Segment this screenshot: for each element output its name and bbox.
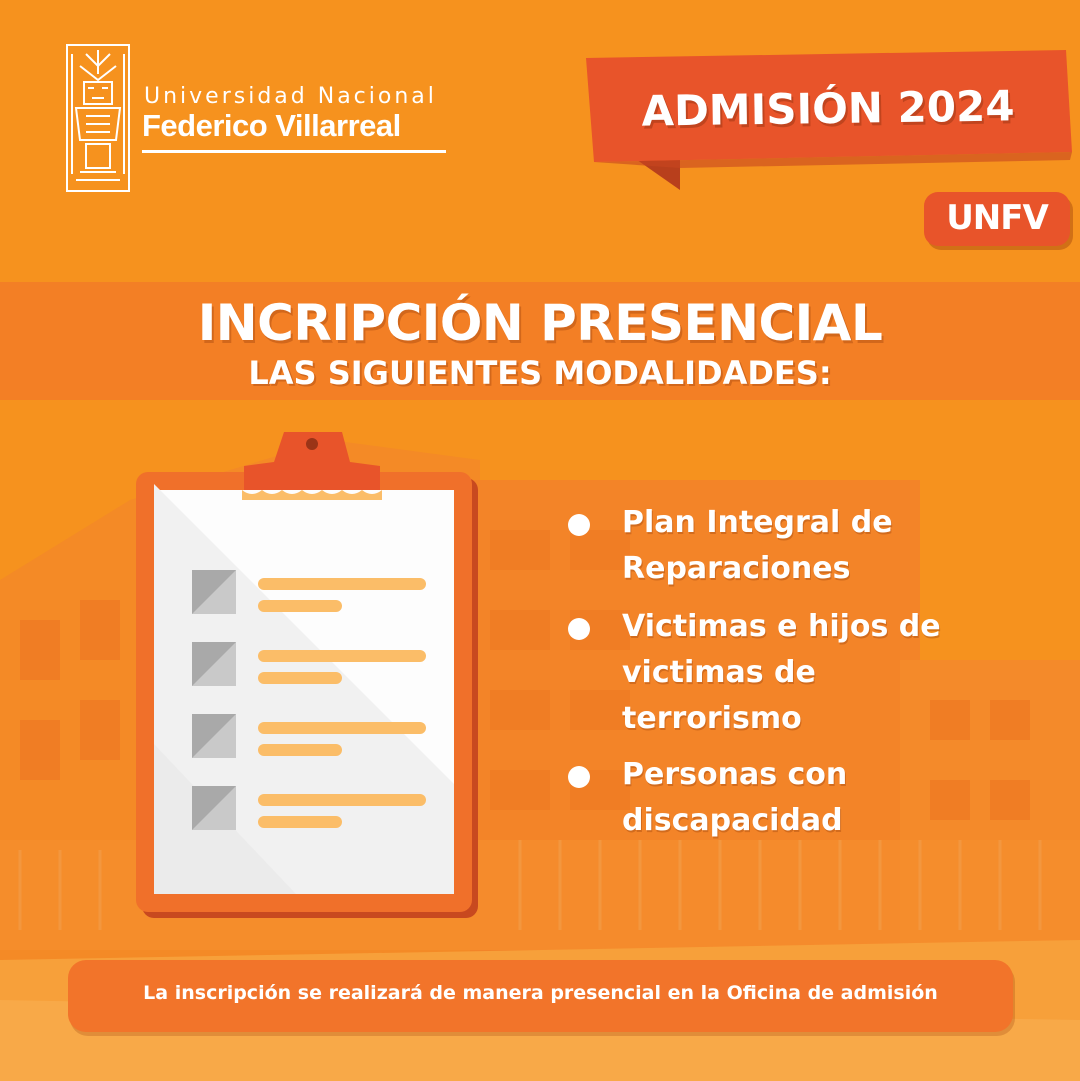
page-title: INCRIPCIÓN PRESENCIAL: [197, 294, 883, 352]
unfv-badge: [924, 192, 1070, 246]
unfv-badge-label: UNFV: [946, 198, 1048, 238]
clipboard-checklist-icon: [136, 424, 482, 920]
list-item: [566, 752, 966, 844]
footer-note-box: [68, 960, 1013, 1032]
university-name-line1: Universidad Nacional: [144, 84, 437, 109]
bullet-icon: [568, 514, 590, 536]
admission-title: ADMISIÓN 2024: [641, 81, 1015, 136]
chavin-emblem-icon: [66, 44, 130, 192]
modality-label: Plan Integral de Reparaciones: [622, 505, 893, 586]
modalities-list: [566, 500, 966, 844]
page-subtitle: LAS SIGUIENTES MODALIDADES:: [248, 354, 832, 392]
logo-underline: [142, 150, 446, 153]
bullet-icon: [568, 618, 590, 640]
university-name-line2: Federico Villarreal: [142, 108, 401, 143]
modality-label: Personas con discapacidad: [622, 757, 848, 838]
bullet-icon: [568, 766, 590, 788]
list-item: [566, 500, 966, 592]
modality-label: Victimas e hijos de victimas de terrorismo: [622, 609, 941, 736]
list-item: [566, 604, 966, 742]
footer-note-text: La inscripción se realizará de manera presencial en la Oficina de admisión: [143, 982, 938, 1004]
